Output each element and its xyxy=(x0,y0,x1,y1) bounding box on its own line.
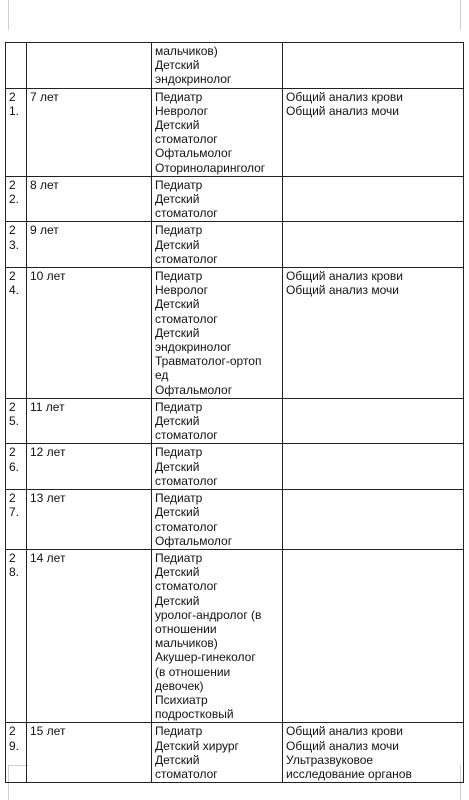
table-body xyxy=(6,43,464,783)
specialist-line: Педиатр xyxy=(155,223,203,238)
test-line: Общий анализ мочи xyxy=(286,283,399,298)
specialist-line: Детский xyxy=(155,459,200,474)
specialist-line: Педиатр xyxy=(155,269,203,284)
specialist-line: ед xyxy=(155,368,169,383)
tests-cell xyxy=(283,398,464,444)
specialist-line: эндокринолог xyxy=(155,340,232,355)
test-line: Общий анализ крови xyxy=(286,724,404,739)
specialists-cell xyxy=(152,549,283,722)
row-number-part: 2 xyxy=(9,223,16,238)
specialists-cell xyxy=(152,723,283,783)
specialist-line: Детский xyxy=(155,565,200,580)
age-cell xyxy=(27,222,152,268)
specialists-cell xyxy=(152,444,283,490)
row-number-part: 2. xyxy=(9,192,20,207)
row-number-part: 2 xyxy=(9,89,16,104)
row-number-cell xyxy=(6,549,27,722)
test-line: Общий анализ крови xyxy=(286,269,404,284)
tests-cell xyxy=(283,444,464,490)
specialist-line: Детский xyxy=(155,192,200,207)
row-number-part: 2 xyxy=(9,550,16,565)
specialist-line: Невролог xyxy=(155,103,208,118)
table-row xyxy=(6,176,464,222)
tests-cell xyxy=(283,222,464,268)
table-row xyxy=(6,43,464,89)
specialists-cell xyxy=(152,268,283,399)
age-label: 15 лет xyxy=(30,724,66,739)
test-line: Ультразвуковое xyxy=(286,752,374,767)
specialist-line: Детский xyxy=(155,58,200,73)
specialist-line: Оториноларинголог xyxy=(155,160,266,175)
specialist-line: Детский xyxy=(155,752,200,767)
row-number-part: 2 xyxy=(9,269,16,284)
row-number-part: 6. xyxy=(9,459,20,474)
specialist-line: (в отношении xyxy=(155,664,231,679)
table-row xyxy=(6,444,464,490)
row-number-cell xyxy=(6,176,27,222)
specialist-line: мальчиков) xyxy=(155,44,218,58)
specialist-line: Детский xyxy=(155,297,200,312)
specialist-line: Педиатр xyxy=(155,724,203,739)
table-row xyxy=(6,398,464,444)
specialist-line: уролог-андролог (в xyxy=(155,607,262,622)
age-label: 11 лет xyxy=(30,399,65,414)
specialist-line: мальчиков) xyxy=(155,636,218,651)
age-cell xyxy=(27,490,152,550)
test-line: исследование органов xyxy=(286,766,412,781)
page-edge-top-left xyxy=(8,0,9,30)
row-number-part: 4. xyxy=(9,283,20,298)
specialist-line: стоматолог xyxy=(155,206,218,221)
age-label: 9 лет xyxy=(30,223,59,238)
specialist-line: Педиатр xyxy=(155,491,203,506)
table-row xyxy=(6,222,464,268)
row-number-part xyxy=(9,44,23,58)
specialists-cell xyxy=(152,490,283,550)
specialist-line: стоматолог xyxy=(155,766,218,781)
row-number-part: 9. xyxy=(9,738,20,753)
row-number-cell xyxy=(6,398,27,444)
row-number-cell xyxy=(6,444,27,490)
specialist-line: Детский xyxy=(155,325,200,340)
row-number-part: 3. xyxy=(9,237,20,252)
specialist-line: Педиатр xyxy=(155,550,203,565)
age-cell xyxy=(27,549,152,722)
row-number-part: 1. xyxy=(9,103,20,118)
row-number-part: 7. xyxy=(9,505,20,520)
specialist-line: Педиатр xyxy=(155,89,203,104)
specialist-line: стоматолог xyxy=(155,251,218,266)
specialist-line: Невролог xyxy=(155,283,208,298)
row-number-part: 2 xyxy=(9,399,16,414)
age-cell xyxy=(27,444,152,490)
table-row xyxy=(6,723,464,783)
age-label: 10 лет xyxy=(30,269,66,284)
row-number-part: 2 xyxy=(9,445,16,460)
tests-cell xyxy=(283,268,464,399)
age-label: 12 лет xyxy=(30,445,66,460)
specialist-line: отношении xyxy=(155,621,217,636)
row-number-part: 2 xyxy=(9,491,16,506)
row-number-cell xyxy=(6,268,27,399)
specialist-line: подростковый xyxy=(155,707,234,722)
tests-cell xyxy=(283,490,464,550)
specialist-line: Педиатр xyxy=(155,445,203,460)
specialist-line: Офтальмолог xyxy=(155,382,233,397)
specialist-line: Детский xyxy=(155,414,200,429)
specialist-line: девочек) xyxy=(155,678,204,693)
age-label: 14 лет xyxy=(30,550,66,565)
specialists-cell xyxy=(152,88,283,176)
age-cell xyxy=(27,43,152,89)
tests-cell xyxy=(283,43,464,89)
test-line: Общий анализ мочи xyxy=(286,738,399,753)
row-number-cell xyxy=(6,43,27,89)
specialists-cell xyxy=(152,398,283,444)
specialist-line: Психиатр xyxy=(155,692,208,707)
age-label: 7 лет xyxy=(30,89,59,104)
specialists-cell xyxy=(152,43,283,89)
age-cell xyxy=(27,398,152,444)
tests-cell xyxy=(283,176,464,222)
specialist-line: Детский xyxy=(155,593,200,608)
specialist-line: Офтальмолог xyxy=(155,533,233,548)
specialists-cell xyxy=(152,176,283,222)
specialist-line: Детский хирург xyxy=(155,738,239,753)
specialist-line: стоматолог xyxy=(155,579,218,594)
table-row xyxy=(6,268,464,399)
age-label: 8 лет xyxy=(30,177,59,192)
row-number-cell xyxy=(6,88,27,176)
specialists-cell xyxy=(152,222,283,268)
specialist-line: эндокринолог xyxy=(155,72,232,87)
specialist-line: стоматолог xyxy=(155,519,218,534)
specialist-line: стоматолог xyxy=(155,132,218,147)
tests-cell xyxy=(283,549,464,722)
specialist-line: Офтальмолог xyxy=(155,146,233,161)
specialist-line: стоматолог xyxy=(155,311,218,326)
table-row xyxy=(6,490,464,550)
age-cell xyxy=(27,268,152,399)
page-edge-top-right xyxy=(460,0,461,30)
examination-schedule-table xyxy=(5,42,464,783)
row-number-cell xyxy=(6,723,27,783)
row-number-part xyxy=(9,58,23,72)
specialist-line: Акушер-гинеколог xyxy=(155,650,256,665)
test-line: Общий анализ крови xyxy=(286,89,404,104)
test-line: Общий анализ мочи xyxy=(286,103,399,118)
row-number-part: 8. xyxy=(9,565,20,580)
specialist-line: Педиатр xyxy=(155,177,203,192)
specialist-line: стоматолог xyxy=(155,428,218,443)
specialist-line: стоматолог xyxy=(155,473,218,488)
specialist-line: Детский xyxy=(155,237,200,252)
table-row xyxy=(6,549,464,722)
age-cell xyxy=(27,88,152,176)
age-cell xyxy=(27,176,152,222)
specialist-line: Педиатр xyxy=(155,399,203,414)
age-label: 13 лет xyxy=(30,491,66,506)
row-number-part: 5. xyxy=(9,414,20,429)
row-number-cell xyxy=(6,222,27,268)
tests-cell xyxy=(283,88,464,176)
row-number-part: 2 xyxy=(9,177,16,192)
specialist-line: Детский xyxy=(155,118,200,133)
row-number-part: 2 xyxy=(9,724,16,739)
specialist-line: Детский xyxy=(155,505,200,520)
table-row xyxy=(6,88,464,176)
specialist-line: Травматолог-ортоп xyxy=(155,354,262,369)
row-number-cell xyxy=(6,490,27,550)
age-cell xyxy=(27,723,152,783)
tests-cell xyxy=(283,723,464,783)
